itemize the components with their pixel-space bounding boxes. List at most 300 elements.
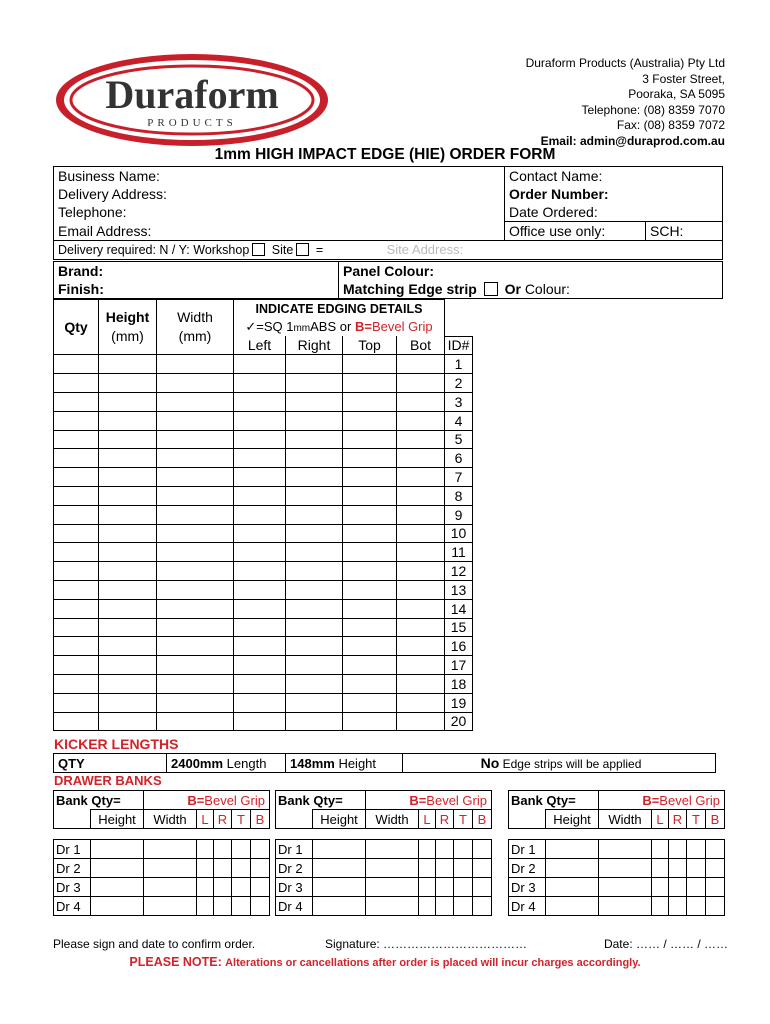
drawer-cell[interactable]	[144, 878, 197, 897]
company-name: Duraform Products (Australia) Pty Ltd	[525, 56, 725, 70]
item-cell[interactable]	[157, 618, 234, 637]
drawer-cell[interactable]	[687, 840, 706, 859]
item-cell[interactable]	[234, 524, 286, 543]
item-cell[interactable]	[343, 430, 397, 449]
item-cell[interactable]	[397, 674, 445, 693]
item-cell[interactable]	[397, 599, 445, 618]
drawer-row	[54, 897, 270, 916]
item-cell[interactable]	[343, 374, 397, 393]
item-cell[interactable]	[397, 524, 445, 543]
drawer-cell[interactable]	[366, 840, 419, 859]
bank-t-header: T	[687, 810, 706, 829]
drawer-cell[interactable]	[599, 859, 652, 878]
drawer-cell[interactable]	[546, 859, 599, 878]
table-row	[54, 674, 473, 693]
drawer-cell[interactable]	[706, 859, 725, 878]
item-cell[interactable]	[54, 656, 99, 675]
company-city: Pooraka, SA 5095	[628, 87, 725, 101]
drawer-cell[interactable]	[473, 840, 492, 859]
item-cell[interactable]	[99, 674, 157, 693]
item-cell[interactable]	[99, 562, 157, 581]
item-cell[interactable]	[397, 637, 445, 656]
item-cell[interactable]	[157, 562, 234, 581]
item-cell[interactable]	[343, 543, 397, 562]
item-cell[interactable]	[157, 674, 234, 693]
item-cell[interactable]	[234, 599, 286, 618]
sch-field[interactable]: SCH:	[646, 222, 723, 241]
item-cell[interactable]	[157, 693, 234, 712]
item-cell[interactable]	[286, 411, 343, 430]
item-cell[interactable]	[343, 392, 397, 411]
drawer-cell[interactable]	[91, 859, 144, 878]
company-telephone: Telephone: (08) 8359 7070	[581, 102, 725, 117]
bank-b-header: B	[706, 810, 725, 829]
item-cell[interactable]	[234, 449, 286, 468]
drawer-banks-title: DRAWER BANKS	[54, 773, 162, 788]
drawer-cell[interactable]	[232, 859, 251, 878]
drawer-cell[interactable]	[473, 897, 492, 916]
drawer-cell[interactable]	[419, 878, 436, 897]
company-fax: Fax: (08) 8359 7072	[616, 118, 725, 132]
item-cell[interactable]	[54, 449, 99, 468]
drawer-cell[interactable]	[232, 897, 251, 916]
company-info	[526, 56, 725, 149]
bank-width-header: Width	[366, 810, 419, 829]
equals-sign: =	[315, 243, 324, 257]
row-id: 12	[445, 562, 473, 581]
drawer-cell[interactable]	[313, 897, 366, 916]
item-cell[interactable]	[99, 712, 157, 731]
item-cell[interactable]	[54, 411, 99, 430]
drawer-cell[interactable]	[546, 897, 599, 916]
item-cell[interactable]	[234, 355, 286, 374]
row-id: 15	[445, 618, 473, 637]
drawer-cell[interactable]	[366, 897, 419, 916]
item-cell[interactable]	[157, 374, 234, 393]
item-cell[interactable]	[157, 637, 234, 656]
panel-colour-field[interactable]: Panel Colour:	[339, 262, 723, 281]
table-row	[54, 524, 473, 543]
item-cell[interactable]	[343, 562, 397, 581]
item-cell[interactable]	[397, 543, 445, 562]
drawer-cell[interactable]	[652, 859, 669, 878]
table-row	[54, 693, 473, 712]
item-cell[interactable]	[286, 449, 343, 468]
item-cell[interactable]	[234, 712, 286, 731]
row-id: 18	[445, 674, 473, 693]
item-cell[interactable]	[99, 374, 157, 393]
bank-height-header: Height	[546, 810, 599, 829]
item-cell[interactable]	[343, 524, 397, 543]
date-ordered-field[interactable]: Date Ordered:	[505, 203, 723, 222]
item-cell[interactable]	[343, 712, 397, 731]
item-cell[interactable]	[54, 693, 99, 712]
item-cell[interactable]	[286, 562, 343, 581]
item-cell[interactable]	[99, 486, 157, 505]
item-cell[interactable]	[397, 656, 445, 675]
item-cell[interactable]	[234, 430, 286, 449]
item-cell[interactable]	[397, 392, 445, 411]
bank-height-header: Height	[313, 810, 366, 829]
item-cell[interactable]	[54, 486, 99, 505]
item-cell[interactable]	[99, 505, 157, 524]
drawer-cell[interactable]	[91, 878, 144, 897]
item-cell[interactable]	[286, 374, 343, 393]
item-cell[interactable]	[54, 374, 99, 393]
item-cell[interactable]	[397, 468, 445, 487]
item-cell[interactable]	[99, 618, 157, 637]
kicker-qty-field[interactable]: QTY	[54, 754, 167, 773]
item-cell[interactable]	[286, 618, 343, 637]
item-cell[interactable]	[343, 618, 397, 637]
item-cell[interactable]	[234, 580, 286, 599]
item-cell[interactable]	[286, 486, 343, 505]
item-cell[interactable]	[343, 599, 397, 618]
item-cell[interactable]	[286, 430, 343, 449]
item-cell[interactable]	[234, 505, 286, 524]
item-cell[interactable]	[99, 599, 157, 618]
item-cell[interactable]	[157, 712, 234, 731]
item-cell[interactable]	[157, 543, 234, 562]
drawer-cell[interactable]	[251, 878, 270, 897]
right-header: Right	[286, 336, 343, 355]
drawer-cell[interactable]	[419, 897, 436, 916]
drawer-cell[interactable]	[669, 897, 687, 916]
item-cell[interactable]	[54, 505, 99, 524]
row-id: 9	[445, 505, 473, 524]
row-id: 4	[445, 411, 473, 430]
drawer-cell[interactable]	[214, 840, 232, 859]
bank-qty-field[interactable]: Bank Qty=	[276, 791, 366, 810]
item-cell[interactable]	[157, 430, 234, 449]
item-cell[interactable]	[54, 468, 99, 487]
drawer-cell[interactable]	[669, 859, 687, 878]
item-cell[interactable]	[157, 468, 234, 487]
item-cell[interactable]	[54, 430, 99, 449]
item-cell[interactable]	[397, 374, 445, 393]
duraform-logo	[52, 50, 332, 150]
drawer-cell[interactable]	[313, 840, 366, 859]
bank-l-header: L	[652, 810, 669, 829]
finish-field[interactable]: Finish:	[54, 280, 339, 299]
item-cell[interactable]	[234, 392, 286, 411]
edging-details-header: INDICATE EDGING DETAILS	[234, 300, 445, 318]
drawer-cell[interactable]	[313, 859, 366, 878]
item-cell[interactable]	[157, 599, 234, 618]
item-cell[interactable]	[157, 656, 234, 675]
business-name-field[interactable]: Business Name:	[54, 167, 505, 186]
item-cell[interactable]	[397, 449, 445, 468]
item-cell[interactable]	[54, 674, 99, 693]
item-cell[interactable]	[54, 712, 99, 731]
drawer-cell[interactable]	[232, 878, 251, 897]
delivery-required-row	[54, 241, 723, 260]
drawer-cell[interactable]	[366, 878, 419, 897]
item-cell[interactable]	[54, 580, 99, 599]
drawer-cell[interactable]	[706, 840, 725, 859]
drawer-cell[interactable]	[599, 897, 652, 916]
item-cell[interactable]	[157, 411, 234, 430]
item-cell[interactable]	[234, 411, 286, 430]
signature-row	[53, 937, 728, 951]
item-cell[interactable]	[157, 449, 234, 468]
drawer-cell[interactable]	[197, 859, 214, 878]
bank-qty-field[interactable]: Bank Qty=	[509, 791, 599, 810]
item-cell[interactable]	[157, 355, 234, 374]
drawer-cell[interactable]	[473, 859, 492, 878]
drawer-label: Dr 3	[509, 878, 546, 897]
date-field[interactable]: Date: …… / …… / ……	[603, 937, 728, 951]
table-row	[54, 374, 473, 393]
item-cell[interactable]	[343, 580, 397, 599]
table-row	[54, 505, 473, 524]
drawer-cell[interactable]	[652, 840, 669, 859]
item-cell[interactable]	[99, 656, 157, 675]
drawer-cell[interactable]	[706, 878, 725, 897]
item-cell[interactable]	[99, 449, 157, 468]
drawer-cell[interactable]	[366, 859, 419, 878]
item-cell[interactable]	[157, 505, 234, 524]
drawer-cell[interactable]	[599, 840, 652, 859]
item-cell[interactable]	[99, 468, 157, 487]
drawer-cell[interactable]	[454, 897, 473, 916]
site-checkbox[interactable]	[296, 243, 309, 256]
item-cell[interactable]	[234, 562, 286, 581]
drawer-row	[276, 859, 492, 878]
item-cell[interactable]	[157, 392, 234, 411]
item-cell[interactable]	[343, 411, 397, 430]
item-cell[interactable]	[286, 656, 343, 675]
row-id: 1	[445, 355, 473, 374]
drawer-cell[interactable]	[197, 878, 214, 897]
site-address-placeholder[interactable]: Site Address:	[386, 242, 464, 257]
item-cell[interactable]	[343, 674, 397, 693]
bank-bevel-legend: B=Bevel Grip	[144, 791, 270, 810]
table-row	[54, 468, 473, 487]
drawer-cell[interactable]	[214, 897, 232, 916]
customer-details-table	[53, 166, 723, 260]
bank-r-header: R	[669, 810, 687, 829]
item-cell[interactable]	[286, 543, 343, 562]
item-cell[interactable]	[99, 693, 157, 712]
company-email: Email: admin@duraprod.com.au	[540, 133, 725, 148]
item-cell[interactable]	[286, 524, 343, 543]
drawer-cell[interactable]	[144, 840, 197, 859]
item-cell[interactable]	[234, 374, 286, 393]
kicker-length: 2400mm Length	[167, 754, 286, 773]
item-cell[interactable]	[397, 562, 445, 581]
item-cell[interactable]	[343, 505, 397, 524]
drawer-cell[interactable]	[419, 859, 436, 878]
item-cell[interactable]	[397, 505, 445, 524]
bank-qty-field[interactable]: Bank Qty=	[54, 791, 144, 810]
item-cell[interactable]	[99, 543, 157, 562]
row-id: 11	[445, 543, 473, 562]
drawer-label: Dr 2	[509, 859, 546, 878]
item-cell[interactable]	[99, 411, 157, 430]
item-cell[interactable]	[397, 580, 445, 599]
item-cell[interactable]	[286, 599, 343, 618]
drawer-cell[interactable]	[454, 859, 473, 878]
item-cell[interactable]	[157, 580, 234, 599]
or-label: Or	[504, 281, 521, 297]
drawer-cell[interactable]	[669, 878, 687, 897]
item-cell[interactable]	[54, 392, 99, 411]
drawer-cell[interactable]	[436, 897, 454, 916]
email-address-field[interactable]: Email Address:	[54, 222, 505, 241]
drawer-cell[interactable]	[197, 840, 214, 859]
drawer-cell[interactable]	[652, 878, 669, 897]
drawer-cell[interactable]	[454, 878, 473, 897]
item-cell[interactable]	[157, 524, 234, 543]
drawer-cell[interactable]	[687, 897, 706, 916]
item-cell[interactable]	[286, 355, 343, 374]
bank-bevel-legend: B=Bevel Grip	[599, 791, 725, 810]
item-cell[interactable]	[397, 693, 445, 712]
item-cell[interactable]	[343, 693, 397, 712]
table-row	[54, 430, 473, 449]
telephone-field[interactable]: Telephone:	[54, 203, 505, 222]
item-cell[interactable]	[286, 637, 343, 656]
drawer-cell[interactable]	[91, 840, 144, 859]
item-cell[interactable]	[343, 637, 397, 656]
table-row	[54, 637, 473, 656]
item-cell[interactable]	[99, 580, 157, 599]
item-cell[interactable]	[54, 543, 99, 562]
site-label: Site	[271, 243, 294, 257]
drawer-cell[interactable]	[144, 859, 197, 878]
row-id: 5	[445, 430, 473, 449]
item-cell[interactable]	[234, 637, 286, 656]
drawer-cell[interactable]	[436, 859, 454, 878]
item-cell[interactable]	[343, 656, 397, 675]
drawer-cell[interactable]	[599, 878, 652, 897]
logo-sub: PRODUCTS	[147, 117, 237, 129]
drawer-cell[interactable]	[251, 897, 270, 916]
contact-name-field[interactable]: Contact Name:	[505, 167, 723, 186]
item-cell[interactable]	[157, 486, 234, 505]
table-row	[54, 580, 473, 599]
drawer-cell[interactable]	[232, 840, 251, 859]
item-cell[interactable]	[54, 355, 99, 374]
height-header: Height (mm)	[99, 300, 157, 355]
drawer-cell[interactable]	[706, 897, 725, 916]
drawer-row	[54, 859, 270, 878]
item-cell[interactable]	[99, 637, 157, 656]
item-cell[interactable]	[54, 637, 99, 656]
panel-details-table	[53, 261, 723, 299]
item-cell[interactable]	[54, 524, 99, 543]
drawer-cell[interactable]	[669, 840, 687, 859]
drawer-cell[interactable]	[546, 840, 599, 859]
drawer-cell[interactable]	[251, 859, 270, 878]
item-cell[interactable]	[234, 543, 286, 562]
table-row	[54, 599, 473, 618]
item-cell[interactable]	[234, 693, 286, 712]
table-row	[54, 486, 473, 505]
item-cell[interactable]	[99, 392, 157, 411]
drawer-row	[276, 878, 492, 897]
item-cell[interactable]	[343, 468, 397, 487]
drawer-cell[interactable]	[214, 859, 232, 878]
item-cell[interactable]	[286, 505, 343, 524]
item-cell[interactable]	[286, 580, 343, 599]
item-cell[interactable]	[99, 524, 157, 543]
drawer-cell[interactable]	[652, 897, 669, 916]
item-cell[interactable]	[343, 486, 397, 505]
drawer-cell[interactable]	[214, 878, 232, 897]
row-id: 6	[445, 449, 473, 468]
item-rows	[54, 355, 473, 731]
item-cell[interactable]	[286, 392, 343, 411]
table-row	[54, 411, 473, 430]
drawer-cell[interactable]	[473, 878, 492, 897]
item-cell[interactable]	[397, 355, 445, 374]
drawer-cell[interactable]	[546, 878, 599, 897]
item-cell[interactable]	[286, 693, 343, 712]
item-cell[interactable]	[54, 562, 99, 581]
drawer-cell[interactable]	[197, 897, 214, 916]
item-cell[interactable]	[54, 599, 99, 618]
bank-height-header: Height	[91, 810, 144, 829]
workshop-checkbox[interactable]	[252, 243, 265, 256]
table-row	[54, 656, 473, 675]
drawer-cell[interactable]	[91, 897, 144, 916]
table-row	[54, 543, 473, 562]
item-cell[interactable]	[234, 618, 286, 637]
item-cell[interactable]	[286, 712, 343, 731]
item-cell[interactable]	[99, 430, 157, 449]
item-cell[interactable]	[234, 674, 286, 693]
drawer-cell[interactable]	[436, 840, 454, 859]
item-cell[interactable]	[234, 486, 286, 505]
item-cell[interactable]	[286, 674, 343, 693]
drawer-cell[interactable]	[313, 878, 366, 897]
matching-edge-checkbox[interactable]	[484, 282, 498, 296]
drawer-cell[interactable]	[687, 859, 706, 878]
item-cell[interactable]	[234, 656, 286, 675]
row-id: 20	[445, 712, 473, 731]
item-cell[interactable]	[343, 449, 397, 468]
item-cell[interactable]	[54, 618, 99, 637]
brand-field[interactable]: Brand:	[54, 262, 339, 281]
item-cell[interactable]	[343, 355, 397, 374]
drawer-cell[interactable]	[419, 840, 436, 859]
drawer-bank-3	[508, 790, 725, 916]
bank-l-header: L	[419, 810, 436, 829]
item-cell[interactable]	[397, 486, 445, 505]
item-cell[interactable]	[397, 430, 445, 449]
item-cell[interactable]	[234, 468, 286, 487]
drawer-cell[interactable]	[454, 840, 473, 859]
delivery-address-field[interactable]: Delivery Address:	[54, 185, 505, 203]
drawer-cell[interactable]	[251, 840, 270, 859]
item-cell[interactable]	[397, 411, 445, 430]
item-cell[interactable]	[397, 618, 445, 637]
please-note: PLEASE NOTE: Alterations or cancellations after order is placed will incur charges accordingly.	[129, 955, 641, 969]
item-cell[interactable]	[397, 712, 445, 731]
item-cell[interactable]	[286, 468, 343, 487]
order-number-field[interactable]: Order Number:	[505, 185, 723, 203]
drawer-cell[interactable]	[144, 897, 197, 916]
edging-legend: ✓=SQ 1mmABS or B=Bevel Grip	[234, 318, 445, 336]
bank-b-header: B	[473, 810, 492, 829]
signature-field[interactable]: Signature: ………………………………	[325, 937, 528, 951]
drawer-cell[interactable]	[687, 878, 706, 897]
item-cell[interactable]	[99, 355, 157, 374]
bank-width-header: Width	[144, 810, 197, 829]
drawer-cell[interactable]	[436, 878, 454, 897]
